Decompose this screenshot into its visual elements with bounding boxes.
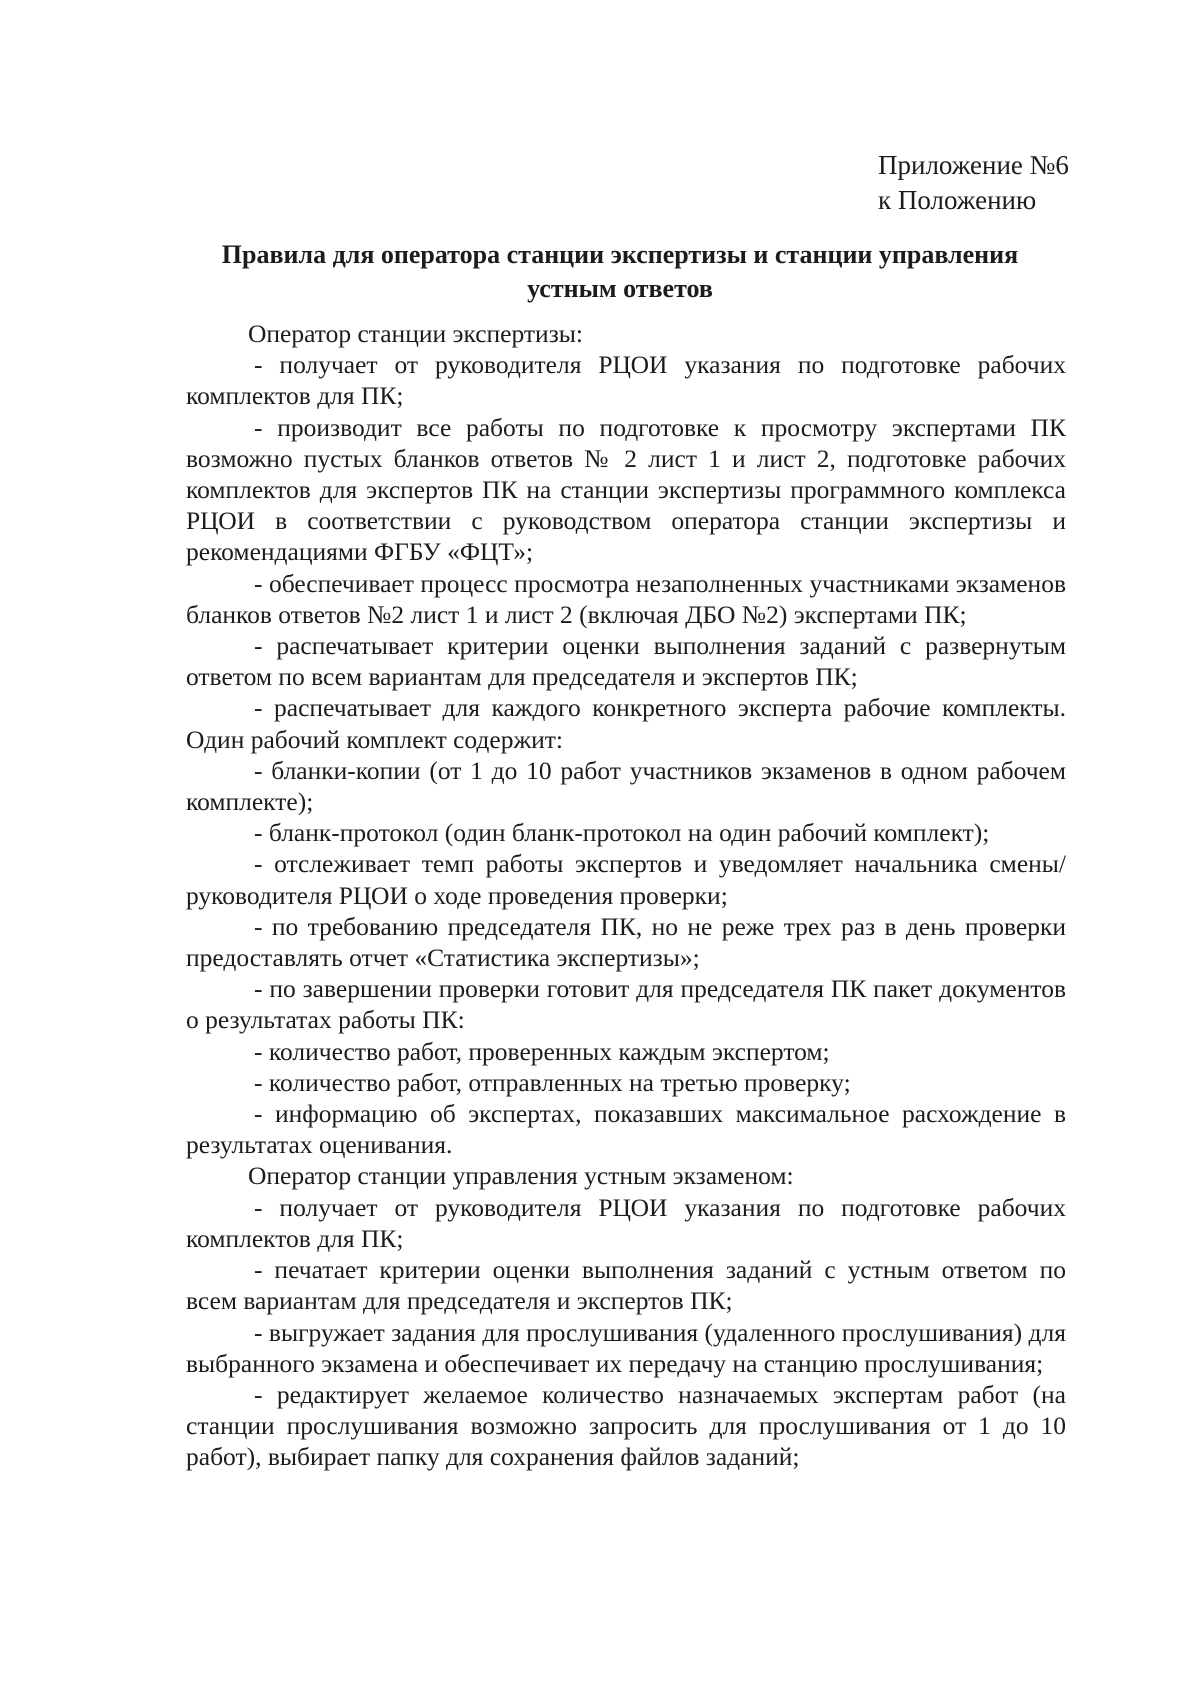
list-item: - получает от руководителя РЦОИ указания по подготовке рабочих комплектов для ПК; — [186, 350, 1066, 411]
appendix-number: Приложение №6 — [878, 150, 1069, 180]
list-item: - распечатывает для каждого конкретного эксперта рабочие комплекты. Один рабочий комплект содержит: — [186, 693, 1066, 754]
appendix-reference: к Положению — [878, 185, 1037, 215]
list-item: - бланк-протокол (один бланк-протокол на один рабочий комплект); — [254, 818, 990, 848]
list-item: - бланки-копии (от 1 до 10 работ участников экзаменов в одном рабочем комплекте); — [186, 755, 1066, 817]
list-item: - обеспечивает процесс просмотра незаполненных участниками экзаменов бланков ответов №2 лист 1 и лист 2 (включая ДБО №2) экспертами ПК; — [186, 568, 1066, 629]
document-body — [186, 318, 1066, 1473]
list-item: - по завершении проверки готовит для председателя ПК пакет документов о результатах работы ПК: — [186, 974, 1066, 1035]
list-item: - количество работ, отправленных на третью проверку; — [254, 1067, 851, 1097]
list-item: - выгружает задания для прослушивания (удаленного прослушивания) для выбранного экзамена и обеспечивает их передачу на станцию прослушивания; — [186, 1317, 1066, 1378]
list-item: - информацию об экспертах, показавших максимальное расхождение в результатах оценивания. — [186, 1099, 1066, 1160]
list-item: - производит все работы по подготовке к просмотру экспертами ПК возможно пустых бланков ответов № 2 лист 1 и лист 2, подготовке рабочих комплектов для экспертов ПК на станции экспертизы программного комплекса РЦОИ в соответствии с руководством оператора станции экспертизы и рекомендациями ФГБУ «ФЦТ»; — [186, 412, 1066, 567]
document-title: Правила для оператора станции экспертизы и станции управления устным ответов — [221, 240, 1019, 303]
section-heading-expertise: Оператор станции экспертизы: — [248, 319, 583, 348]
list-item: - печатает критерии оценки выполнения заданий с устным ответом по всем вариантам для председателя и экспертов ПК; — [186, 1255, 1066, 1316]
section-heading-oral: Оператор станции управления устным экзаменом: — [248, 1161, 794, 1191]
list-item: - отслеживает темп работы экспертов и уведомляет начальника смены/руководителя РЦОИ о ходе проведения проверки; — [186, 849, 1066, 910]
list-item: - редактирует желаемое количество назначаемых экспертам работ (на станции прослушивания возможно запросить для прослушивания от 1 до 10 работ), выбирает папку для сохранения файлов заданий; — [186, 1379, 1066, 1472]
list-item: - по требованию председателя ПК, но не реже трех раз в день проверки предоставлять отчет «Статистика экспертизы»; — [186, 911, 1066, 973]
list-item: - получает от руководителя РЦОИ указания по подготовке рабочих комплектов для ПК; — [186, 1192, 1066, 1253]
appendix-note — [878, 148, 1069, 218]
list-item: - распечатывает критерии оценки выполнения заданий с развернутым ответом по всем вариантам для председателя и экспертов ПК; — [186, 631, 1066, 692]
list-item: - количество работ, проверенных каждым экспертом; — [254, 1036, 830, 1066]
